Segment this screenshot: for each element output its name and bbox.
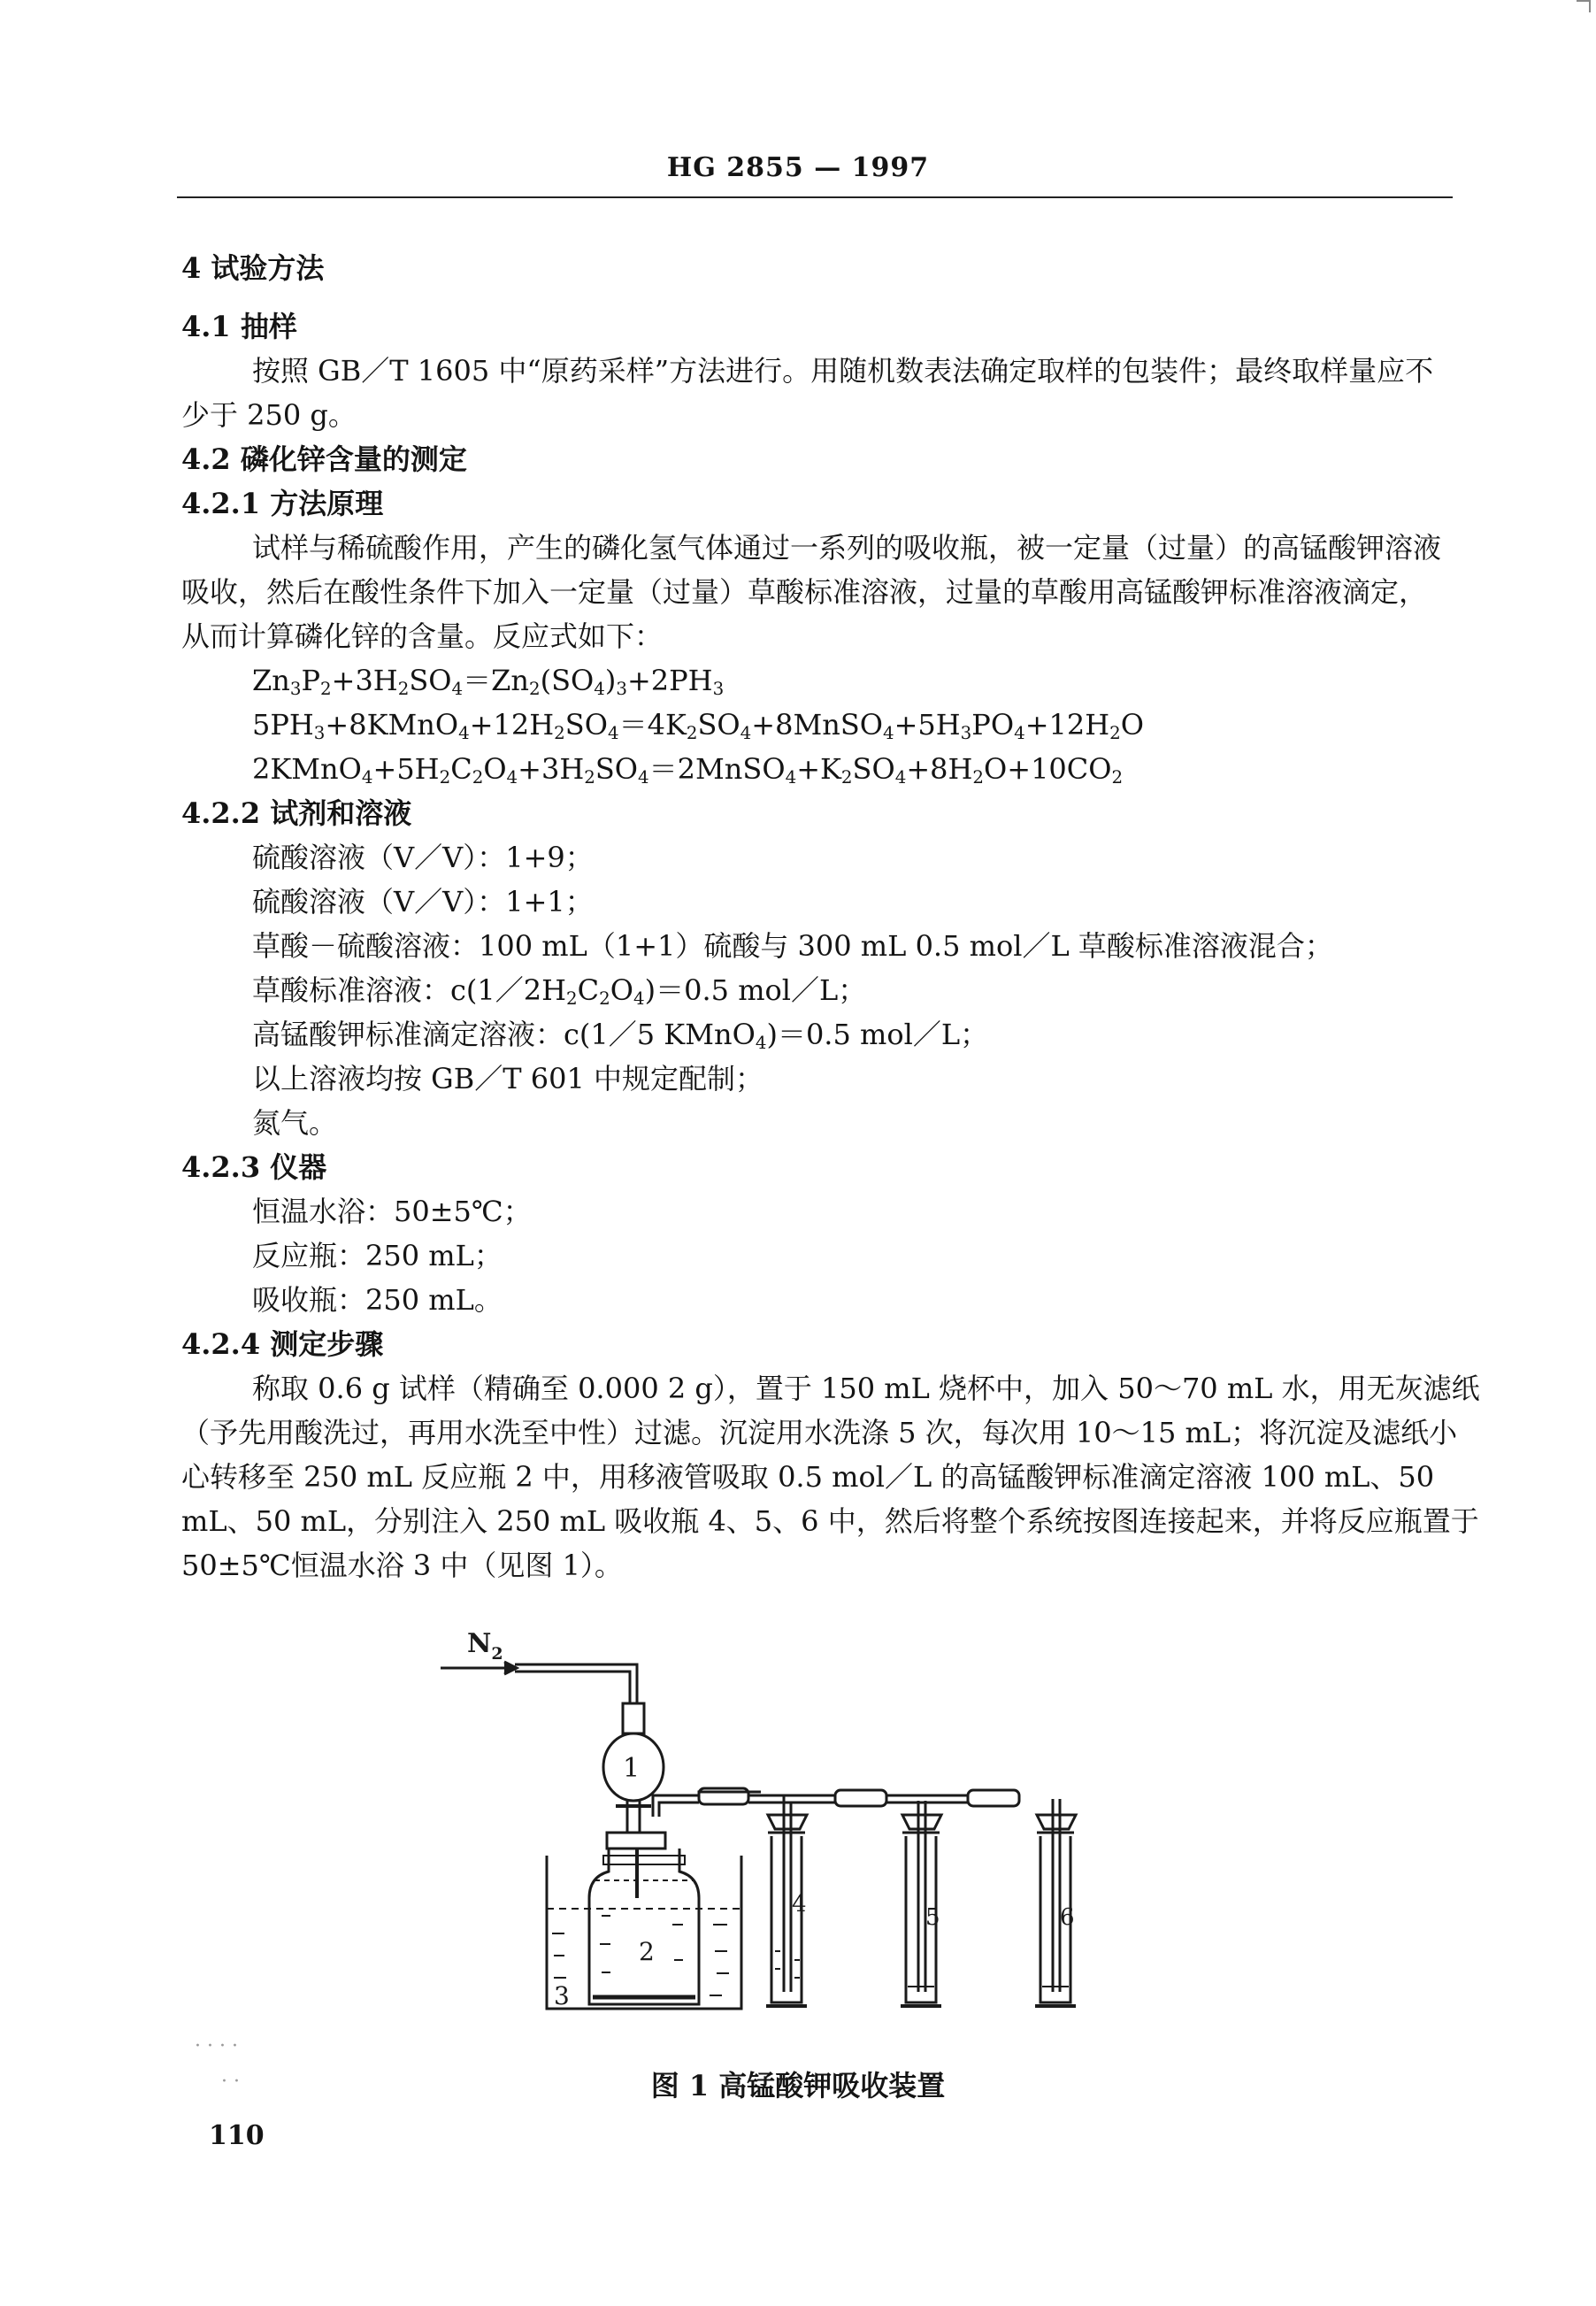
label-water-bath-3: 3: [554, 1981, 570, 2010]
scan-speck: · ·: [221, 2071, 240, 2093]
reagent-nitrogen: 氮气。: [252, 1106, 338, 1140]
section-4-2-4-title: 4.2.4 测定步骤: [181, 1327, 384, 1361]
header-rule: [177, 196, 1453, 198]
principle-paragraph-line-1: 试样与稀硫酸作用，产生的磷化氢气体通过一系列的吸收瓶，被一定量（过量）的高锰酸钾溶液: [252, 531, 1442, 565]
procedure-line-5: 50±5℃恒温水浴 3 中（见图 1）。: [181, 1549, 623, 1582]
instrument-absorption-bottle: 吸收瓶：250 mL。: [252, 1283, 503, 1317]
procedure-line-1: 称取 0.6 g 试样（精确至 0.000 2 g），置于 150 mL 烧杯中，加入 50～70 mL 水，用无灰滤纸: [252, 1372, 1480, 1405]
scan-speck: · · · ·: [195, 2035, 238, 2057]
section-4-2-3-title: 4.2.3 仪器: [181, 1150, 327, 1184]
procedure-line-2: （予先用酸洗过，再用水洗至中性）过滤。沉淀用水洗涤 5 次，每次用 10～15 mL；将沉淀及滤纸小: [181, 1416, 1458, 1449]
label-funnel-1: 1: [623, 1753, 641, 1784]
sampling-paragraph-line-2: 少于 250 g。: [181, 398, 357, 432]
reagent-oxalic-acid-standard: 草酸标准溶液：$c(1/2H_2C_2O_4)=0.5$ mol／L；: [252, 973, 867, 1009]
nitrogen-inlet-tube: [441, 1662, 637, 1703]
label-absorption-bottle-6: 6: [1060, 1904, 1075, 1931]
page-header-standard-number: HG 2855 — 1997: [666, 152, 930, 183]
section-4-1-title: 4.1 抽样: [181, 310, 297, 343]
water-bath-3: [547, 1856, 741, 2009]
connection-tubes: [607, 1788, 1060, 1849]
section-4-2-title: 4.2 磷化锌含量的测定: [181, 442, 467, 476]
section-4-title: 4 试验方法: [181, 251, 325, 285]
figure-1-caption: 图 1 高锰酸钾吸收装置: [650, 2069, 946, 2102]
procedure-line-3: 心转移至 250 mL 反应瓶 2 中，用移液管吸取 0.5 mol／L 的高锰酸钾标准滴定溶液 100 mL、50: [181, 1460, 1435, 1494]
instrument-water-bath: 恒温水浴：50±5℃；: [252, 1195, 532, 1228]
document-body: [181, 232, 1480, 1587]
procedure-line-4: mL、50 mL，分别注入 250 mL 吸收瓶 4、5、6 中，然后将整个系统按图连接起来，并将反应瓶置于: [181, 1504, 1479, 1538]
reagent-sulfuric-acid-1-1: 硫酸溶液（V／V）：1+1；: [252, 885, 594, 919]
section-4-2-2-title: 4.2.2 试剂和溶液: [181, 796, 412, 830]
figure-1-apparatus-diagram: [434, 1615, 1106, 2040]
reagent-sulfuric-acid-1-9: 硫酸溶液（V／V）：1+9；: [252, 841, 594, 874]
label-reaction-flask-2: 2: [639, 1937, 655, 1966]
nitrogen-label: $N_2$: [467, 1628, 503, 1664]
label-absorption-bottle-5: 5: [925, 1904, 940, 1931]
page-number: 110: [209, 2120, 265, 2151]
reagent-oxalic-sulfuric-acid: 草酸－硫酸溶液：100 mL（1+1）硫酸与 300 mL 0.5 mol／L 草酸标准溶液混合；: [252, 929, 1333, 963]
section-4-2-1-title: 4.2.1 方法原理: [181, 487, 384, 520]
reagent-permanganate-standard: 高锰酸钾标准滴定溶液：c(1／5 KMnO$_4$)＝0.5 mol／L；: [252, 1018, 989, 1053]
principle-paragraph-line-2: 吸收，然后在酸性条件下加入一定量（过量）草酸标准溶液，过量的草酸用高锰酸钾标准溶液滴定，: [181, 575, 1428, 609]
instrument-reaction-flask: 反应瓶：250 mL；: [252, 1239, 503, 1272]
reaction-flask-2: [589, 1849, 699, 2004]
reaction-equation-2: $5PH_3+8KMnO_4+12H_2SO_4=4K_2SO_4+8MnSO_4+5H_3PO_4+12H_2O$: [252, 708, 1144, 743]
page-corner-mark: [1577, 0, 1591, 12]
reaction-equation-3: $2KMnO_4+5H_2C_2O_4+3H_2SO_4=2MnSO_4+K_2SO_4+8H_2O+10CO_2$: [252, 752, 1124, 788]
reagent-preparation-note: 以上溶液均按 GB／T 601 中规定配制；: [252, 1062, 764, 1095]
reaction-equation-1: $Zn_3P_2+3H_2SO_4=Zn_2(SO_4)_3+2PH_3$: [252, 664, 725, 699]
label-absorption-bottle-4: 4: [792, 1891, 807, 1918]
sampling-paragraph-line-1: 按照 GB／T 1605 中“原药采样”方法进行。用随机数表法确定取样的包装件；最终取样量应不: [252, 354, 1434, 388]
principle-paragraph-line-3: 从而计算磷化锌的含量。反应式如下：: [181, 619, 664, 653]
